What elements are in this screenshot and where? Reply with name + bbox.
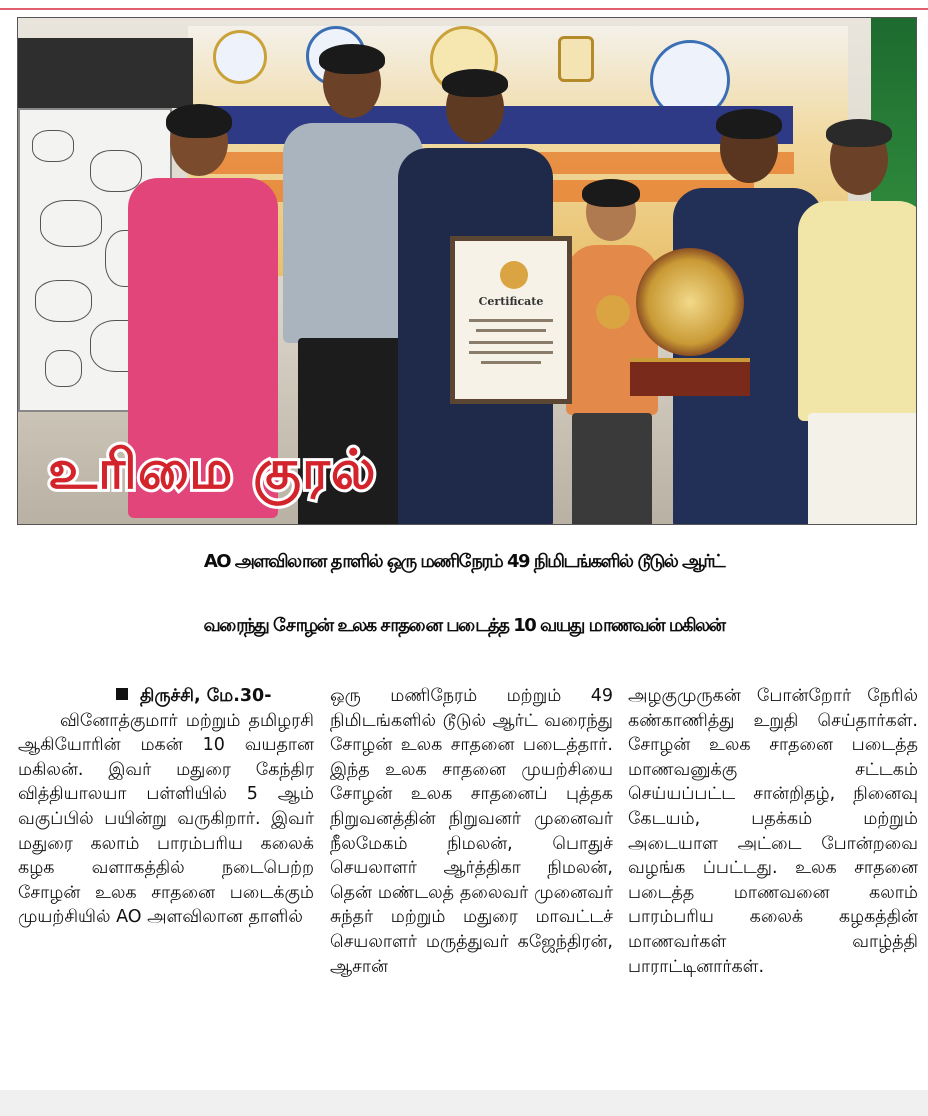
column-1-text: வினோத்குமார் மற்றும் தமிழரசி ஆகியோரின் மகன் 10 வயதான மகிலன். இவர் மதுரை கேந்திர வித்தியாலயா பள்ளியில் 5 ஆம் வகுப்பில் பயின்று வருகிறார். இவர் மதுரை கலாம் பாரம்பரிய கலைக் கழக வளாகத்தில் நடைபெற்ற சோழன் உலக சாதனை படைக்கும் முயற்சியில் AO அளவிலான தாளில் [18,710,314,928]
headline-line-2: வரைந்து சோழன் உலக சாதனை படைத்த 10 வயது மாணவன் மகிலன் [203,615,725,636]
trophy-shield [630,248,750,398]
logo-emblem-1 [213,30,267,84]
certificate-title: Certificate [478,295,544,308]
column-3-text: அழகுமுருகன் போன்றோர் நேரில் கண்காணித்து உறுதி செய்தார்கள். சோழன் உலக சாதனை படைத்த மாணவனுக்கு சட்டகம் செய்யப்பட்ட சான்றிதழ், நினைவு கேடயம், பதக்கம் மற்றும் அடையாள அட்டை போன்றவை வழங்க ப்பட்டது. உலக சாதனை படைத்த மாணவனை கலாம் பாரம்பரிய கலைக் கழகத்தின் மாணவர்கள் வாழ்த்தி பாராட்டினார்கள். [628,686,918,977]
person-yellow-shirt [798,123,917,525]
dateline-text: திருச்சி, மே.30- [140,686,272,706]
article-column-3 [628,684,918,979]
dark-curtain [18,38,193,108]
national-emblem [558,36,594,82]
headline-line-1: AO அளவிலான தாளில் ஒரு மணிநேரம் 49 நிமிடங்களில் டூடுல் ஆர்ட் [203,551,725,572]
top-rule [0,8,928,10]
bullet-square-icon [116,688,128,700]
dateline [18,684,314,709]
article-column-2 [330,684,613,979]
certificate-frame [450,236,572,404]
column-2-text: ஒரு மணிநேரம் மற்றும் 49 நிமிடங்களில் டூடுல் ஆர்ட் வரைந்து சோழன் உலக சாதனை படைத்தார். இந்த உலக சாதனை முயற்சியை சோழன் உலக சாதனைப் புத்தக நிறுவனத்தின் நிறுவனர் முனைவர் நீலமேகம் நிமலன், பொதுச் செயலாளர் ஆர்த்திகா நிமலன், தென் மண்டலத் தலைவர் முனைவர் சுந்தர் மற்றும் மதுரை மாவட்டச் செயலாளர் மருத்துவர் கஜேந்திரன், ஆசான் [330,686,613,977]
article-column-1 [18,684,314,930]
certificate-seal [500,261,528,289]
newspaper-watermark: உரிமை குரல் [48,438,377,501]
news-photo [17,17,917,525]
bottom-margin [0,1090,928,1116]
